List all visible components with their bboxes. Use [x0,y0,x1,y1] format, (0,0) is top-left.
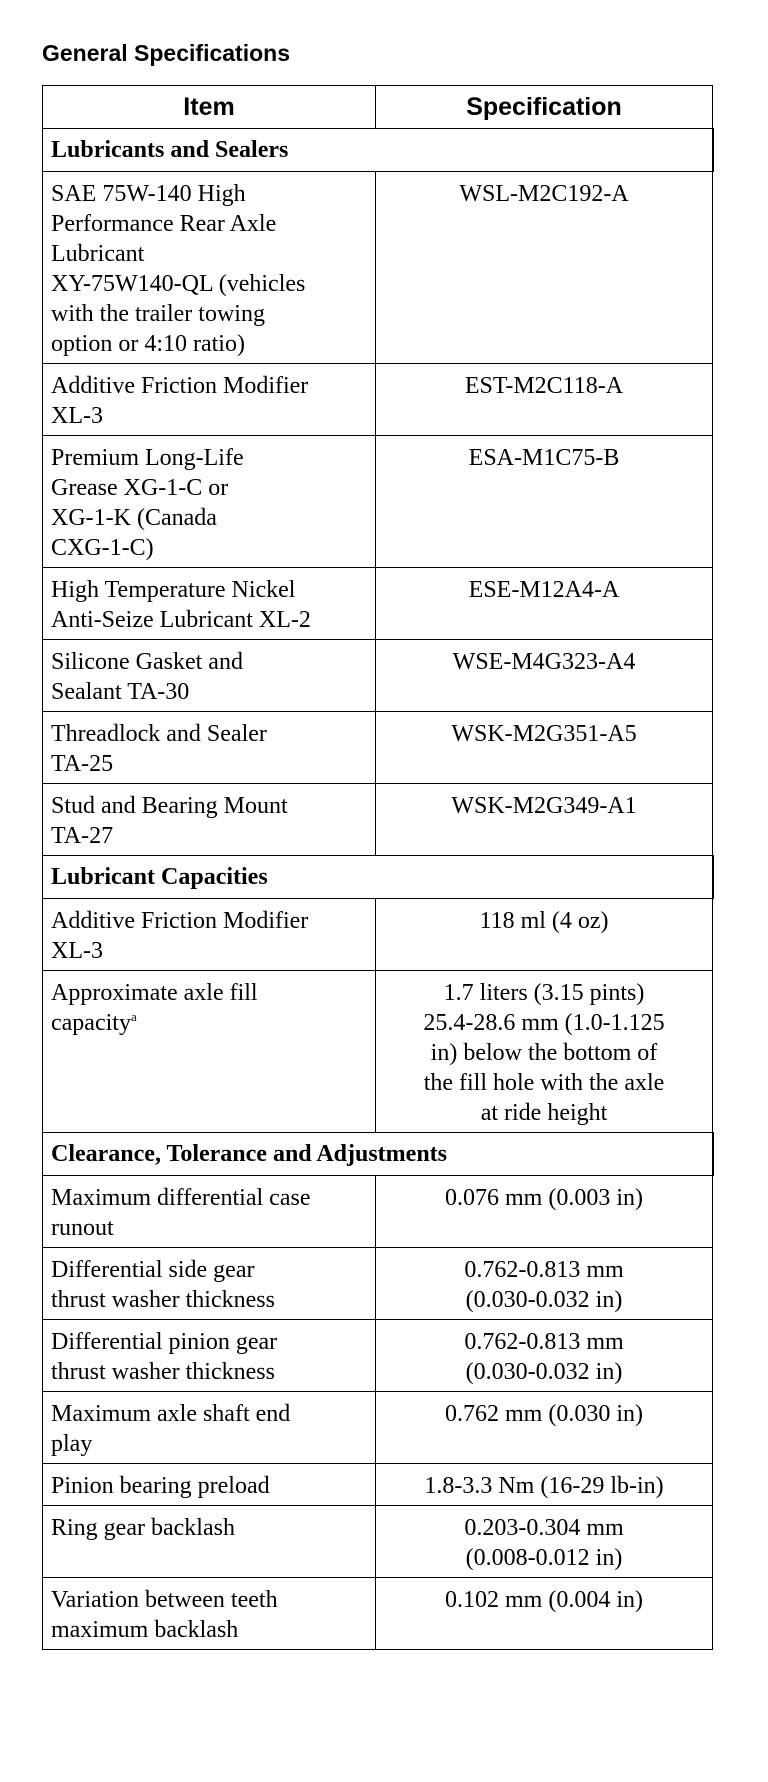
item-text: Approximate axle fill [51,980,258,1006]
item-text-line [51,269,367,299]
specification-cell [376,172,713,364]
specification-text: 118 ml (4 oz) [479,908,609,934]
table-row [43,1320,713,1392]
specification-cell [376,784,713,856]
item-text-line [51,209,367,239]
item-text: maximum backlash [51,1617,239,1643]
section-row [43,1133,713,1176]
item-text: Sealant TA-30 [51,679,190,705]
item-text: option or 4:10 ratio) [51,331,245,357]
section-heading: Lubricant Capacities [43,856,713,899]
item-text: XG-1-K (Canada [51,505,217,531]
item-text-line [51,1008,367,1038]
item-text: Premium Long-Life [51,445,244,471]
item-text: XL-3 [51,403,103,429]
specification-text: 0.762-0.813 mm [464,1329,624,1355]
item-text-line [51,821,367,851]
item-cell [43,640,376,712]
item-text: Differential pinion gear [51,1329,278,1355]
item-text: Performance Rear Axle [51,211,277,237]
specification-text: 25.4-28.6 mm (1.0-1.125 [423,1010,665,1036]
item-cell [43,436,376,568]
table-row [43,364,713,436]
table-header-row [43,86,713,129]
table-row [43,712,713,784]
specification-text: ESE-M12A4-A [468,577,620,603]
item-text-line [51,677,367,707]
item-text: Anti-Seize Lubricant XL-2 [51,607,311,633]
specification-cell [376,1248,713,1320]
specification-text: ESA-M1C75-B [468,445,620,471]
item-text: Maximum axle shaft end [51,1401,291,1427]
item-text-line [51,179,367,209]
table-row [43,971,713,1133]
item-text: Pinion bearing preload [51,1473,270,1499]
table-row [43,1506,713,1578]
item-cell [43,364,376,436]
item-text: Lubricant [51,241,145,267]
item-text-line [51,299,367,329]
item-text-line [51,443,367,473]
item-text: Maximum differential case [51,1185,311,1211]
item-text-line [51,1471,367,1501]
section-heading: Clearance, Tolerance and Adjustments [43,1133,713,1176]
specification-text: 0.762 mm (0.030 in) [445,1401,643,1427]
item-text-line [51,239,367,269]
specification-text: WSK-M2G351-A5 [451,721,637,747]
specification-cell [376,1176,713,1248]
item-text: XY-75W140-QL (vehicles [51,271,306,297]
item-text: High Temperature Nickel [51,577,296,603]
specification-text: the fill hole with the axle [423,1070,665,1096]
specification-text: (0.008-0.012 in) [465,1545,623,1571]
item-cell [43,172,376,364]
item-text: Silicone Gasket and [51,649,243,675]
item-cell [43,971,376,1133]
item-cell [43,1464,376,1506]
item-text-line [51,1615,367,1645]
specification-text: WSE-M4G323-A4 [452,649,636,675]
table-row [43,1464,713,1506]
item-text: Additive Friction Modifier [51,908,309,934]
specification-cell [376,899,713,971]
item-text: TA-27 [51,823,114,849]
item-cell [43,784,376,856]
table-row [43,172,713,364]
item-cell [43,899,376,971]
item-text-line [51,371,367,401]
item-cell [43,568,376,640]
specification-cell [376,1578,713,1650]
table-row [43,1176,713,1248]
item-cell [43,1320,376,1392]
specification-cell [376,712,713,784]
item-text-line [51,647,367,677]
item-text-line [51,1585,367,1615]
specifications-table [42,85,714,1650]
item-text: with the trailer towing [51,301,265,327]
specification-text: EST-M2C118-A [464,373,624,399]
item-text-line [51,1183,367,1213]
table-row [43,568,713,640]
item-text-line [51,936,367,966]
item-text-line [51,503,367,533]
section-row [43,856,713,899]
item-text: Differential side gear [51,1257,255,1283]
specification-text: WSL-M2C192-A [459,181,629,207]
item-text: TA-25 [51,751,114,777]
specification-cell [376,640,713,712]
specification-cell [376,1464,713,1506]
item-text-line [51,1327,367,1357]
section-row [43,129,713,172]
item-text: Additive Friction Modifier [51,373,309,399]
item-text: Variation between teeth [51,1587,278,1613]
table-row [43,1578,713,1650]
item-text-line [51,473,367,503]
specification-cell [376,568,713,640]
item-text-line [51,1285,367,1315]
item-text-line [51,401,367,431]
item-text: Stud and Bearing Mount [51,793,288,819]
footnote-marker: a [130,1009,137,1024]
specification-text: at ride height [480,1100,608,1126]
item-text: capacity [51,1010,131,1036]
table-row [43,1392,713,1464]
specification-cell [376,364,713,436]
item-text-line [51,978,367,1008]
column-header-specification: Specification [376,86,713,129]
item-text-line [51,1513,367,1543]
item-text: CXG-1-C) [51,535,154,561]
item-text-line [51,1213,367,1243]
item-text: XL-3 [51,938,103,964]
item-cell [43,1248,376,1320]
item-text-line [51,1429,367,1459]
specification-cell [376,1320,713,1392]
item-text-line [51,329,367,359]
item-text-line [51,749,367,779]
specification-cell [376,1506,713,1578]
specification-text: WSK-M2G349-A1 [451,793,637,819]
item-cell [43,1578,376,1650]
specification-text: in) below the bottom of [430,1040,658,1066]
table-row [43,784,713,856]
specification-cell [376,971,713,1133]
table-body [43,129,713,1650]
column-header-item: Item [43,86,376,129]
item-text: thrust washer thickness [51,1287,275,1313]
item-text-line [51,906,367,936]
section-heading: Lubricants and Sealers [43,129,713,172]
table-row [43,899,713,971]
specification-text: 0.762-0.813 mm [464,1257,624,1283]
item-cell [43,1506,376,1578]
item-text-line [51,1357,367,1387]
specification-text: 0.076 mm (0.003 in) [445,1185,643,1211]
item-text-line [51,575,367,605]
specification-text: (0.030-0.032 in) [465,1287,623,1313]
table-row [43,436,713,568]
item-text: SAE 75W-140 High [51,181,246,207]
item-cell [43,1176,376,1248]
item-text-line [51,1399,367,1429]
specification-text: (0.030-0.032 in) [465,1359,623,1385]
item-text: play [51,1431,93,1457]
item-text-line [51,605,367,635]
item-text: Ring gear backlash [51,1515,235,1541]
item-text-line [51,719,367,749]
table-row [43,640,713,712]
specification-text: 1.7 liters (3.15 pints) [443,980,645,1006]
item-text-line [51,791,367,821]
item-text-line [51,1255,367,1285]
specification-text: 1.8-3.3 Nm (16-29 lb-in) [424,1473,664,1499]
page-title: General Specifications [42,40,290,66]
specification-cell [376,1392,713,1464]
item-cell [43,1392,376,1464]
item-text-line [51,533,367,563]
item-text: Threadlock and Sealer [51,721,267,747]
item-text: thrust washer thickness [51,1359,275,1385]
item-cell [43,712,376,784]
item-text: runout [51,1215,114,1241]
specification-cell [376,436,713,568]
specification-text: 0.203-0.304 mm [464,1515,624,1541]
table-row [43,1248,713,1320]
item-text: Grease XG-1-C or [51,475,229,501]
specification-text: 0.102 mm (0.004 in) [445,1587,643,1613]
